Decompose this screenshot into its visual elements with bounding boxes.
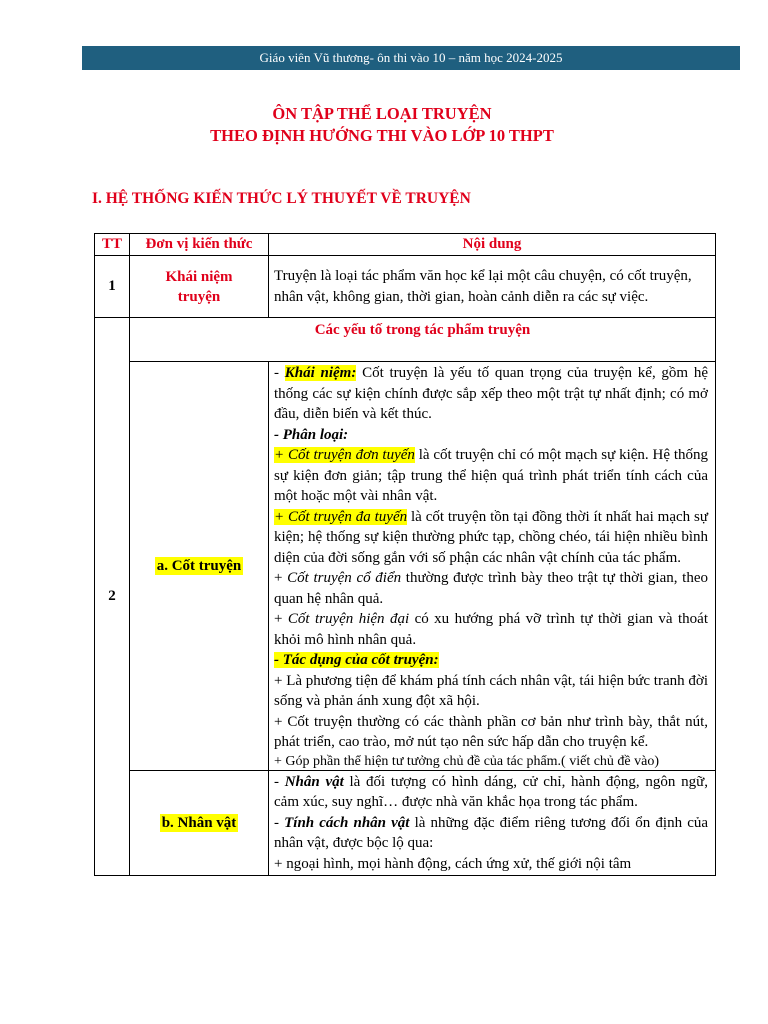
plot-effect-heading: - Tác dụng của cốt truyện: xyxy=(274,652,439,668)
plot-label: a. Cốt truyện xyxy=(156,557,242,574)
row1-unit xyxy=(130,256,269,318)
character-trait-list: + ngoại hình, mọi hành động, cách ứng xử, thế giới nội tâm xyxy=(274,855,632,872)
row2-tt: 2 xyxy=(95,318,130,876)
character-label: b. Nhân vật xyxy=(161,814,237,831)
plot-multi: + Cốt truyện đa tuyến là cốt truyện tồn tại đồng thời ít nhất hai mạch sự kiện; hệ thống sự kiện thường phức tạp, chồng chéo, tái hiện nhiều bình diện của đời sống gắn với số phận các nhân vật chính của tác phẩm. xyxy=(274,508,708,566)
character-def-term: Nhân vật xyxy=(284,773,344,790)
plot-label-cell xyxy=(130,362,269,771)
plot-effect3: + Góp phần thể hiện tư tưởng chủ đề của tác phẩm.( viết chủ đề vào) xyxy=(274,753,660,769)
row1-tt: 1 xyxy=(95,256,130,318)
table-row xyxy=(95,256,716,318)
plot-def-term: Khái niệm: xyxy=(284,365,357,381)
character-label-cell xyxy=(130,770,269,876)
row1-content: Truyện là loại tác phẩm văn học kể lại một câu chuyện, có cốt truyện, nhân vật, không gian, thời gian, hoàn cảnh diễn ra các sự việc. xyxy=(269,256,716,318)
document-title-line1: ÔN TẬP THỂ LOẠI TRUYỆN xyxy=(272,104,492,123)
row2-subheader: Các yếu tố trong tác phẩm truyện xyxy=(130,318,716,362)
document-header-bar xyxy=(82,46,740,70)
header-text: Giáo viên Vũ thương- ôn thi vào 10 – năm học 2024-2025 xyxy=(259,50,563,65)
plot-definition: - Khái niệm: Cốt truyện là yếu tố quan trọng của truyện kể, gồm hệ thống các sự kiện chính được sắp xếp theo một trật tự nhất định; có mở đầu, diễn biến và kết thúc. xyxy=(274,365,708,422)
table-header-row xyxy=(95,234,716,256)
section-heading: I. HỆ THỐNG KIẾN THỨC LÝ THUYẾT VỀ TRUYỆN xyxy=(92,190,471,207)
plot-content xyxy=(269,362,716,771)
plot-multi-term: + Cốt truyện đa tuyến xyxy=(274,508,408,525)
plot-classic: + Cốt truyện cổ điển thường được trình bày theo trật tự thời gian, theo quan hệ nhân quả. xyxy=(274,570,709,607)
header-unit: Đơn vị kiến thức xyxy=(130,234,269,256)
plot-effect1: + Là phương tiện để khám phá tính cách nhân vật, tái hiện bức tranh đời sống và phản ánh xung đột xã hội. xyxy=(274,672,708,709)
plot-single-term: + Cốt truyện đơn tuyến xyxy=(274,447,415,463)
character-content xyxy=(269,770,716,876)
header-content: Nội dung xyxy=(269,234,716,256)
character-trait: - Tính cách nhân vật là những đặc điểm riêng tương đối ổn định của nhân vật, được bộc lộ qua: xyxy=(274,814,709,851)
plot-class-heading: - Phân loại: xyxy=(274,426,349,443)
header-tt: TT xyxy=(95,234,130,256)
table-row xyxy=(95,362,716,771)
knowledge-table xyxy=(94,233,716,876)
table-row xyxy=(95,318,716,362)
character-trait-term: Tính cách nhân vật xyxy=(284,814,410,831)
plot-modern: + Cốt truyện hiện đại có xu hướng phá vỡ trình tự thời gian và thoát khỏi mô hình nhân quả. xyxy=(274,611,708,648)
table-row xyxy=(95,770,716,876)
plot-effect2: + Cốt truyện thường có các thành phần cơ bản như trình bày, thắt nút, phát triển, cao trào, mở nút tạo nên sức hấp dẫn cho truyện kể. xyxy=(274,713,708,750)
document-title-line2: THEO ĐỊNH HƯỚNG THI VÀO LỚP 10 THPT xyxy=(210,126,554,145)
character-definition: - Nhân vật là đối tượng có hình dáng, cử chỉ, hành động, ngôn ngữ, cảm xúc, suy nghĩ… được nhà văn khắc họa trong tác phẩm. xyxy=(274,773,708,810)
row1-unit-label: Khái niệm truyện xyxy=(165,268,233,305)
plot-single: + Cốt truyện đơn tuyến là cốt truyện chỉ có một mạch sự kiện. Hệ thống sự kiện đơn giản; tập trung thể hiện quá trình phát triển tính cách của một hoặc một vài nhân vật. xyxy=(274,447,708,504)
